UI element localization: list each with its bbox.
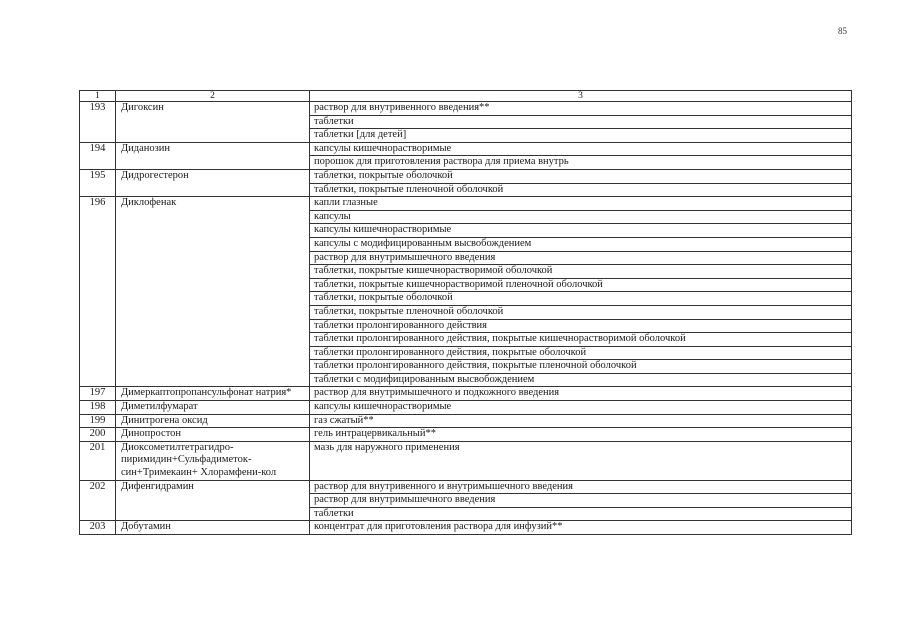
dosage-form: таблетки, покрытые кишечнорастворимой оболочкой: [310, 265, 852, 279]
entry-number: 203: [80, 521, 116, 535]
column-header-3: 3: [310, 91, 852, 102]
entry-number: 195: [80, 169, 116, 196]
dosage-form: раствор для внутривенного и внутримышечного введения: [310, 480, 852, 494]
dosage-form: капсулы с модифицированным высвобождением: [310, 237, 852, 251]
dosage-form: капсулы: [310, 210, 852, 224]
drug-name: Диметилфумарат: [116, 401, 310, 415]
dosage-form: раствор для внутримышечного введения: [310, 494, 852, 508]
dosage-form: мазь для наружного применения: [310, 441, 852, 480]
dosage-form: таблетки: [310, 115, 852, 129]
drug-name: Динитрогена оксид: [116, 414, 310, 428]
entry-number: 201: [80, 441, 116, 480]
dosage-form: таблетки пролонгированного действия, покрытые кишечнорастворимой оболочкой: [310, 333, 852, 347]
dosage-form: капсулы кишечнорастворимые: [310, 401, 852, 415]
table-row: [80, 197, 852, 211]
entry-number: 202: [80, 480, 116, 521]
drug-name: Диоксометилтетрагидро-пиримидин+Сульфадиметок-син+Тримекаин+ Хлорамфени-кол: [116, 441, 310, 480]
dosage-form: таблетки пролонгированного действия, покрытые пленочной оболочкой: [310, 360, 852, 374]
dosage-form: концентрат для приготовления раствора для инфузий**: [310, 521, 852, 535]
table-row: [80, 414, 852, 428]
dosage-form: таблетки, покрытые пленочной оболочкой: [310, 305, 852, 319]
drug-name: Димеркаптопропансульфонат натрия*: [116, 387, 310, 401]
drug-name: Дигоксин: [116, 102, 310, 143]
dosage-form: таблетки, покрытые кишечнорастворимой пленочной оболочкой: [310, 278, 852, 292]
entry-number: 194: [80, 142, 116, 169]
drug-name: Дифенгидрамин: [116, 480, 310, 521]
table-body: [80, 102, 852, 535]
table-row: [80, 441, 852, 480]
drug-name: Динопростон: [116, 428, 310, 442]
dosage-form: таблетки с модифицированным высвобождением: [310, 373, 852, 387]
column-header-1: 1: [80, 91, 116, 102]
drug-table: [79, 90, 852, 535]
dosage-form: раствор для внутримышечного введения: [310, 251, 852, 265]
dosage-form: таблетки пролонгированного действия: [310, 319, 852, 333]
dosage-form: порошок для приготовления раствора для приема внутрь: [310, 156, 852, 170]
entry-number: 198: [80, 401, 116, 415]
header-row: [80, 91, 852, 102]
dosage-form: таблетки, покрытые пленочной оболочкой: [310, 183, 852, 197]
entry-number: 197: [80, 387, 116, 401]
drug-name: Диклофенак: [116, 197, 310, 387]
entry-number: 199: [80, 414, 116, 428]
dosage-form: раствор для внутримышечного и подкожного введения: [310, 387, 852, 401]
drug-name: Диданозин: [116, 142, 310, 169]
dosage-form: газ сжатый**: [310, 414, 852, 428]
table-row: [80, 428, 852, 442]
entry-number: 200: [80, 428, 116, 442]
dosage-form: таблетки: [310, 507, 852, 521]
table-row: [80, 387, 852, 401]
dosage-form: таблетки, покрытые оболочкой: [310, 169, 852, 183]
table-row: [80, 401, 852, 415]
table-row: [80, 480, 852, 494]
drug-name: Дидрогестерон: [116, 169, 310, 196]
dosage-form: таблетки, покрытые оболочкой: [310, 292, 852, 306]
dosage-form: гель интрацервикальный**: [310, 428, 852, 442]
table-row: [80, 169, 852, 183]
page-number: 85: [838, 26, 847, 36]
dosage-form: капсулы кишечнорастворимые: [310, 224, 852, 238]
table-row: [80, 102, 852, 116]
column-header-2: 2: [116, 91, 310, 102]
table-row: [80, 142, 852, 156]
entry-number: 193: [80, 102, 116, 143]
drug-name: Добутамин: [116, 521, 310, 535]
dosage-form: таблетки [для детей]: [310, 129, 852, 143]
table-row: [80, 521, 852, 535]
dosage-form: капли глазные: [310, 197, 852, 211]
dosage-form: раствор для внутривенного введения**: [310, 102, 852, 116]
entry-number: 196: [80, 197, 116, 387]
dosage-form: капсулы кишечнорастворимые: [310, 142, 852, 156]
dosage-form: таблетки пролонгированного действия, покрытые оболочкой: [310, 346, 852, 360]
